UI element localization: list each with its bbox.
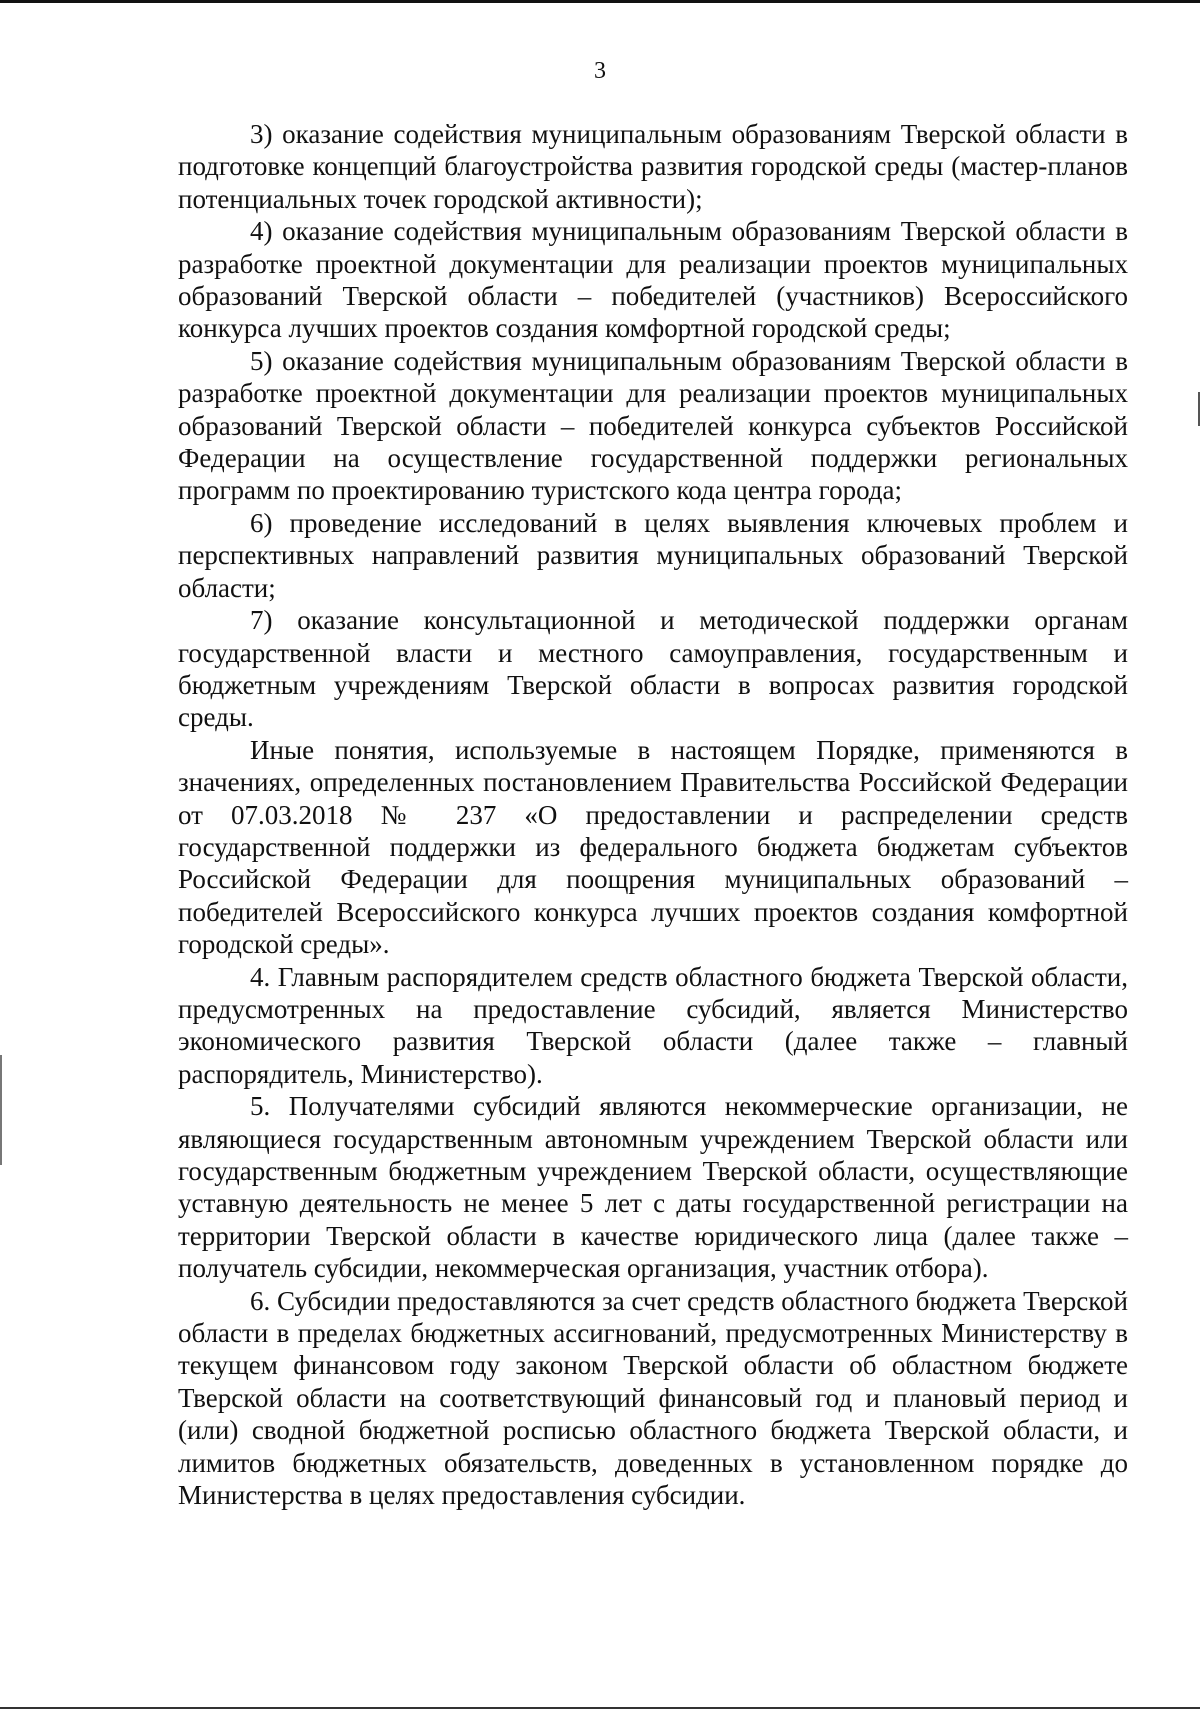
scan-mark-left — [0, 1055, 2, 1165]
paragraph-definitions: Иные понятия, используемые в настоящем Порядке, применяются в значениях, определенных постановлением Правительства Российской Федерации от 07.03.2018 № 237 «О предоставлении и распределении средств государственной поддержки из федерального бюджета бюджетам субъектов Российской Федерации для поощрения муниципальных образований – победителей Всероссийского конкурса лучших проектов создания комфортной городской среды». — [178, 734, 1128, 960]
paragraph-section-4: 4. Главным распорядителем средств областного бюджета Тверской области, предусмотренных на предоставление субсидий, является Министерство экономического развития Тверской области (далее также – главный распорядитель, Министерство). — [178, 961, 1128, 1089]
paragraph-item-5: 5) оказание содействия муниципальным образованиям Тверской области в разработке проектной документации для реализации проектов муниципальных образований Тверской области – победителей конкурса субъектов Российской Федерации на осуществление государственной поддержки региональных программ по проектированию туристского кода центра города; — [178, 345, 1128, 506]
document-body — [178, 118, 1128, 1511]
paragraph-item-4: 4) оказание содействия муниципальным образованиям Тверской области в разработке проектной документации для реализации проектов муниципальных образований Тверской области – победителей (участников) Всероссийского конкурса лучших проектов создания комфортной городской среды; — [178, 216, 1128, 344]
paragraph-section-6: 6. Субсидии предоставляются за счет средств областного бюджета Тверской области в пределах бюджетных ассигнований, предусмотренных Министерству в текущем финансовом году законом Тверской области об областном бюджете Тверской области на соответствующий финансовый год и плановый период и (или) сводной бюджетной росписью областного бюджета Тверской области, и лимитов бюджетных обязательств, доведенных в установленном порядке до Министерства в целях предоставления субсидии. — [178, 1285, 1128, 1511]
page-number: 3 — [594, 58, 606, 84]
paragraph-item-3: 3) оказание содействия муниципальным образованиям Тверской области в подготовке концепций благоустройства развития городской среды (мастер-планов потенциальных точек городской активности); — [178, 119, 1128, 214]
scan-border-top — [0, 0, 1200, 3]
paragraph-item-7: 7) оказание консультационной и методической поддержки органам государственной власти и местного самоуправления, государственным и бюджетным учреждениям Тверской области в вопросах развития городской среды. — [178, 605, 1128, 733]
paragraph-section-5: 5. Получателями субсидий являются некоммерческие организации, не являющиеся государственным автономным учреждением Тверской области или государственным бюджетным учреждением Тверской области, осуществляющие уставную деятельность не менее 5 лет с даты государственной регистрации на территории Тверской области в качестве юридического лица (далее также – получатель субсидии, некоммерческая организация, участник отбора). — [178, 1091, 1128, 1284]
paragraph-item-6: 6) проведение исследований в целях выявления ключевых проблем и перспективных направлений развития муниципальных образований Тверской области; — [178, 507, 1128, 603]
